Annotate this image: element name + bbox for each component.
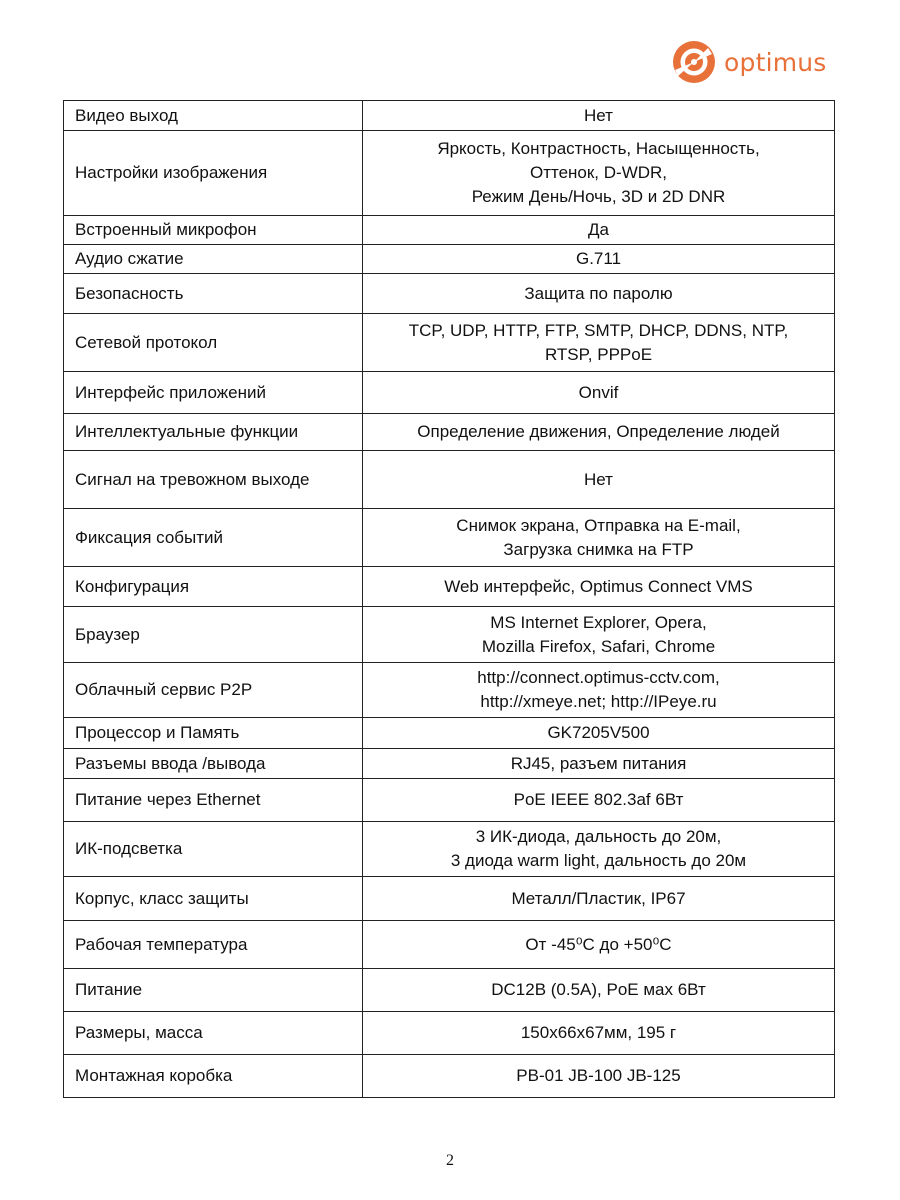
param-value: Яркость, Контрастность, Насыщенность, Оттенок, D-WDR, Режим День/Ночь, 3D и 2D DNR bbox=[363, 131, 835, 216]
param-name: Монтажная коробка bbox=[64, 1055, 363, 1098]
table-row bbox=[64, 245, 835, 274]
param-name: Питание через Ethernet bbox=[64, 779, 363, 822]
param-name: Разъемы ввода /вывода bbox=[64, 749, 363, 779]
param-value: Металл/Пластик, IP67 bbox=[363, 877, 835, 921]
table-row bbox=[64, 749, 835, 779]
table-row bbox=[64, 822, 835, 877]
param-value: Снимок экрана, Отправка на E-mail, Загрузка снимка на FTP bbox=[363, 509, 835, 567]
table-row bbox=[64, 101, 835, 131]
logo-text: optimus bbox=[724, 47, 827, 77]
param-value: Нет bbox=[363, 451, 835, 509]
param-name: Браузер bbox=[64, 607, 363, 663]
table-row bbox=[64, 607, 835, 663]
table-row bbox=[64, 509, 835, 567]
table-row bbox=[64, 274, 835, 314]
param-name: Конфигурация bbox=[64, 567, 363, 607]
table-row bbox=[64, 877, 835, 921]
param-name: Сетевой протокол bbox=[64, 314, 363, 372]
table-row bbox=[64, 779, 835, 822]
param-value: PB-01 JB-100 JB-125 bbox=[363, 1055, 835, 1098]
param-value: TCP, UDP, HTTP, FTP, SMTP, DHCP, DDNS, NTP, RTSP, PPPoE bbox=[363, 314, 835, 372]
param-value: PoE IEEE 802.3af 6Вт bbox=[363, 779, 835, 822]
table-row bbox=[64, 567, 835, 607]
table-row bbox=[64, 131, 835, 216]
param-value: RJ45, разъем питания bbox=[363, 749, 835, 779]
param-value: Защита по паролю bbox=[363, 274, 835, 314]
page-number: 2 bbox=[446, 1152, 454, 1169]
table-row bbox=[64, 718, 835, 749]
param-name: Облачный сервис P2P bbox=[64, 663, 363, 718]
optimus-logo-icon bbox=[672, 40, 716, 84]
table-row bbox=[64, 1055, 835, 1098]
param-name: ИК-подсветка bbox=[64, 822, 363, 877]
param-name: Интерфейс приложений bbox=[64, 372, 363, 414]
param-value: 3 ИК-диода, дальность до 20м, 3 диода warm light, дальность до 20м bbox=[363, 822, 835, 877]
spec-table bbox=[63, 100, 835, 1098]
table-row bbox=[64, 663, 835, 718]
param-value: MS Internet Explorer, Opera, Mozilla Firefox, Safari, Chrome bbox=[363, 607, 835, 663]
param-value: http://connect.optimus-cctv.com, http://xmeye.net; http://IPeye.ru bbox=[363, 663, 835, 718]
table-row bbox=[64, 414, 835, 451]
table-row bbox=[64, 1012, 835, 1055]
param-name: Настройки изображения bbox=[64, 131, 363, 216]
table-row bbox=[64, 372, 835, 414]
param-name: Видео выход bbox=[64, 101, 363, 131]
optimus-logo bbox=[672, 40, 827, 84]
param-name: Корпус, класс защиты bbox=[64, 877, 363, 921]
param-name: Рабочая температура bbox=[64, 921, 363, 969]
param-name: Фиксация событий bbox=[64, 509, 363, 567]
table-row bbox=[64, 921, 835, 969]
param-value: От -45⁰С до +50⁰С bbox=[363, 921, 835, 969]
param-name: Сигнал на тревожном выходе bbox=[64, 451, 363, 509]
param-name: Процессор и Память bbox=[64, 718, 363, 749]
param-name: Размеры, масса bbox=[64, 1012, 363, 1055]
param-value: Да bbox=[363, 216, 835, 245]
param-name: Питание bbox=[64, 969, 363, 1012]
table-row bbox=[64, 314, 835, 372]
param-value: DC12В (0.5А), PoE мах 6Вт bbox=[363, 969, 835, 1012]
param-value: Web интерфейс, Optimus Connect VMS bbox=[363, 567, 835, 607]
param-value: Onvif bbox=[363, 372, 835, 414]
param-value: G.711 bbox=[363, 245, 835, 274]
table-row bbox=[64, 969, 835, 1012]
table-row bbox=[64, 451, 835, 509]
param-value: Определение движения, Определение людей bbox=[363, 414, 835, 451]
spec-table-body bbox=[64, 101, 835, 1098]
table-row bbox=[64, 216, 835, 245]
param-name: Аудио сжатие bbox=[64, 245, 363, 274]
param-name: Безопасность bbox=[64, 274, 363, 314]
param-name: Интеллектуальные функции bbox=[64, 414, 363, 451]
param-value: 150х66х67мм, 195 г bbox=[363, 1012, 835, 1055]
param-value: Нет bbox=[363, 101, 835, 131]
param-name: Встроенный микрофон bbox=[64, 216, 363, 245]
param-value: GK7205V500 bbox=[363, 718, 835, 749]
